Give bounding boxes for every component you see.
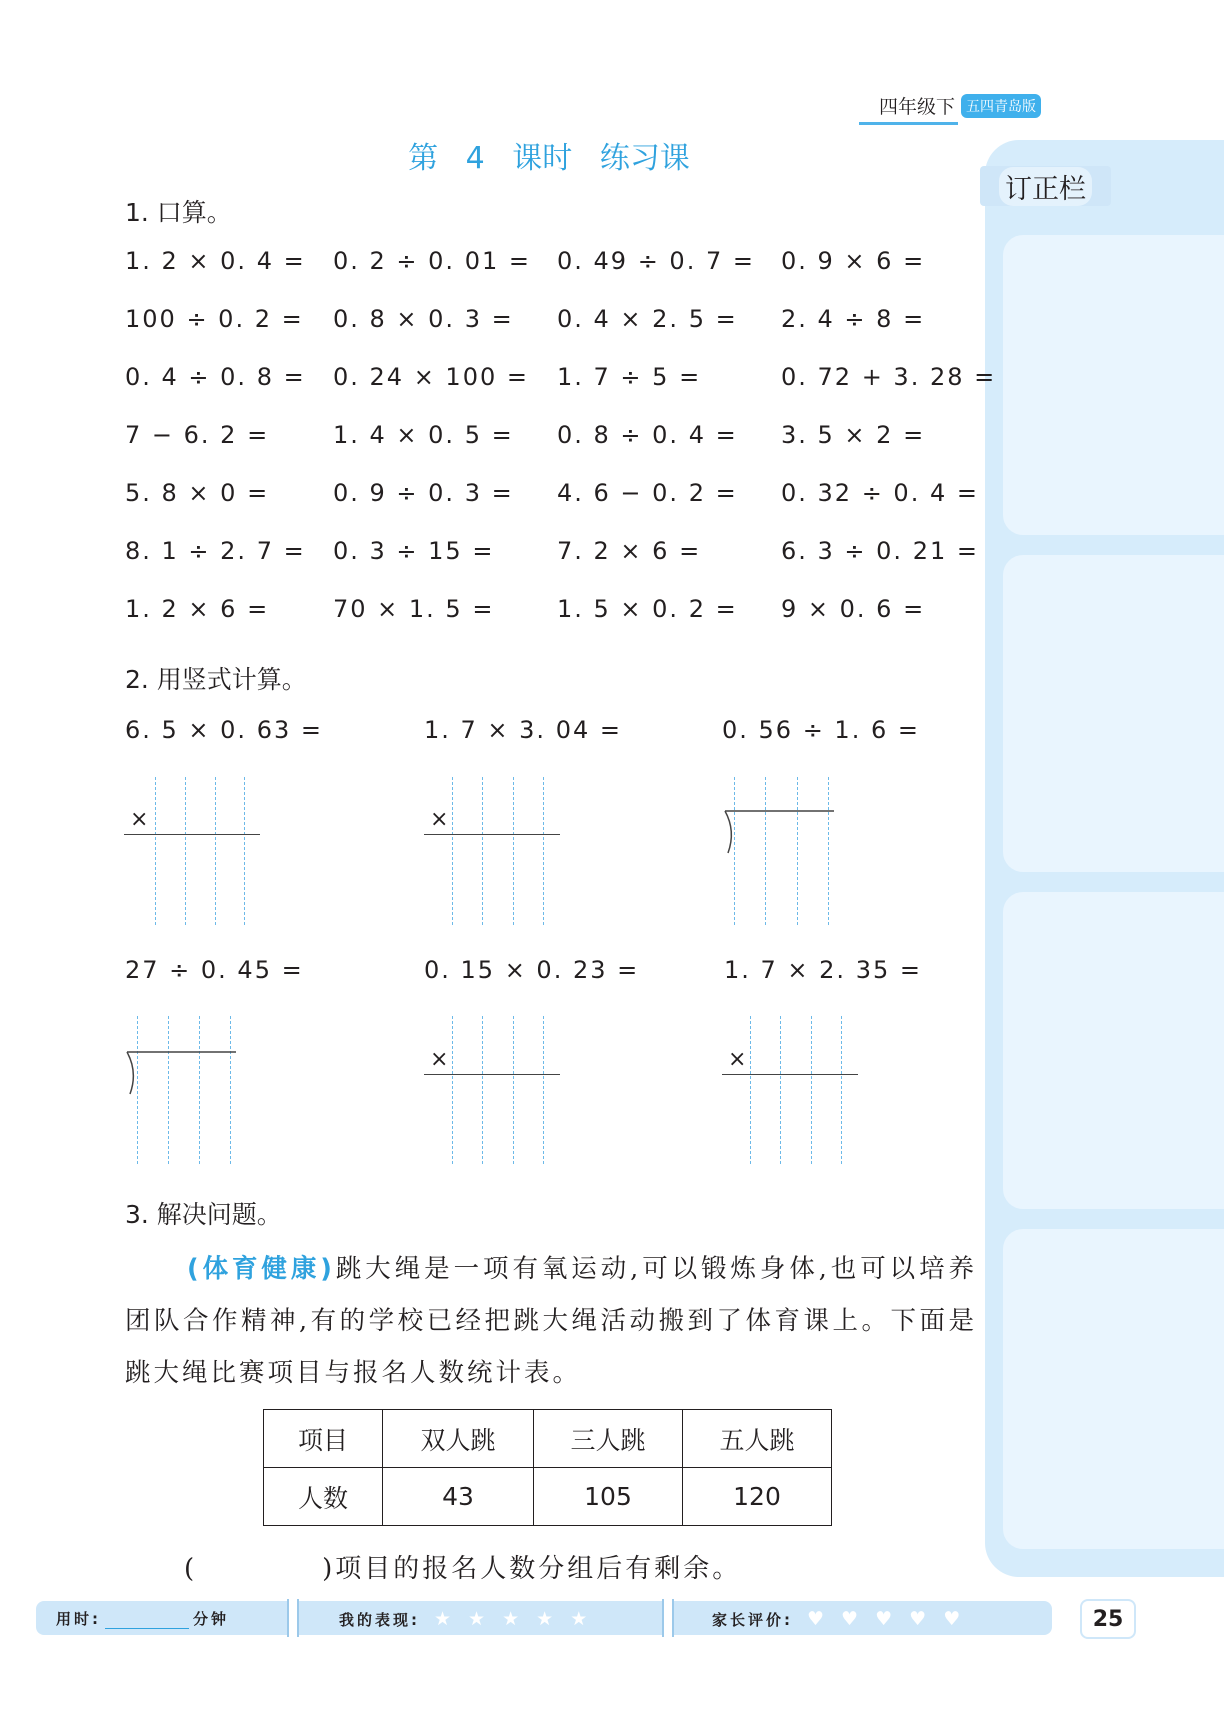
star-icon[interactable]: ★	[502, 1608, 523, 1630]
grade-label: 四年级下	[879, 92, 955, 119]
heart-icon[interactable]: ♥	[943, 1608, 964, 1630]
oral-calc-row	[125, 305, 955, 345]
oral-calc-item: 7. 2 × 6 =	[557, 537, 702, 565]
correction-box[interactable]	[1003, 892, 1224, 1209]
oral-calc-row	[125, 537, 979, 577]
vertical-calc-expression: 1. 7 × 2. 35 =	[724, 956, 922, 984]
correction-column-label: 订正栏	[980, 166, 1111, 206]
oral-calc-item: 0. 8 ÷ 0. 4 =	[557, 421, 738, 449]
vertical-calc-expression: 0. 15 × 0. 23 =	[424, 956, 640, 984]
times-sign: ×	[430, 1047, 449, 1072]
star-icon[interactable]: ★	[468, 1608, 489, 1630]
division-bracket-icon	[124, 1050, 264, 1110]
problem-text	[125, 1243, 977, 1399]
oral-calc-item: 3. 5 × 2 =	[781, 421, 926, 449]
oral-calc-item: 8. 1 ÷ 2. 7 =	[125, 537, 306, 565]
edition-badge: 五四青岛版	[961, 94, 1041, 118]
oral-calc-item: 4. 6 − 0. 2 =	[557, 479, 738, 507]
table-row	[264, 1410, 832, 1468]
oral-calc-item: 100 ÷ 0. 2 =	[125, 305, 304, 333]
oral-calc-row	[125, 479, 979, 519]
correction-box[interactable]	[1003, 235, 1224, 535]
answer-line	[424, 834, 560, 835]
table-cell: 人数	[264, 1468, 383, 1526]
multiplication-workspace[interactable]	[124, 777, 264, 925]
oral-calc-item: 0. 32 ÷ 0. 4 =	[781, 479, 979, 507]
oral-calc-item: 0. 49 ÷ 0. 7 =	[557, 247, 755, 275]
answer-line	[722, 1074, 858, 1075]
table-cell: 43	[383, 1468, 534, 1526]
oral-calc-row	[125, 421, 955, 461]
oral-calc-item: 1. 7 ÷ 5 =	[557, 363, 702, 391]
oral-calc-item: 70 × 1. 5 =	[333, 595, 495, 623]
correction-box[interactable]	[1003, 1229, 1224, 1549]
table-cell: 105	[534, 1468, 683, 1526]
q3-heading: 3. 解决问题。	[125, 1200, 282, 1229]
heart-icon[interactable]: ♥	[807, 1608, 828, 1630]
oral-calc-item: 7 − 6. 2 =	[125, 421, 270, 449]
parent-rating: 家长评价: ♥ ♥ ♥ ♥ ♥	[712, 1608, 964, 1630]
answer-line	[124, 834, 260, 835]
heart-icon[interactable]: ♥	[841, 1608, 862, 1630]
division-workspace[interactable]	[722, 777, 862, 925]
table-cell: 120	[683, 1468, 832, 1526]
star-icon[interactable]: ★	[536, 1608, 557, 1630]
oral-calc-row	[125, 247, 955, 287]
oral-calc-item: 1. 2 × 0. 4 =	[125, 247, 306, 275]
fill-in-question: ( )项目的报名人数分组后有剩余。	[184, 1554, 742, 1584]
oral-calc-item: 9 × 0. 6 =	[781, 595, 926, 623]
heart-icon[interactable]: ♥	[909, 1608, 930, 1630]
lesson-title: 第 4 课时 练习课	[408, 141, 690, 176]
oral-calc-item: 1. 2 × 6 =	[125, 595, 270, 623]
vertical-calc-expression: 0. 56 ÷ 1. 6 =	[722, 716, 920, 744]
oral-calc-item: 0. 2 ÷ 0. 01 =	[333, 247, 531, 275]
oral-calc-item: 2. 4 ÷ 8 =	[781, 305, 926, 333]
oral-calc-item: 0. 4 × 2. 5 =	[557, 305, 738, 333]
table-cell: 五人跳	[683, 1410, 832, 1468]
signup-table	[263, 1409, 832, 1526]
oral-calc-item: 0. 8 × 0. 3 =	[333, 305, 514, 333]
heart-icon[interactable]: ♥	[875, 1608, 896, 1630]
times-sign: ×	[728, 1047, 747, 1072]
table-row	[264, 1468, 832, 1526]
oral-calc-item: 0. 3 ÷ 15 =	[333, 537, 495, 565]
vertical-calc-expression: 1. 7 × 3. 04 =	[424, 716, 622, 744]
q2-heading: 2. 用竖式计算。	[125, 665, 307, 694]
answer-line	[424, 1074, 560, 1075]
topic-tag: (体育健康)	[187, 1254, 335, 1284]
times-sign: ×	[430, 807, 449, 832]
page-number: 25	[1080, 1599, 1136, 1639]
time-blank[interactable]	[105, 1612, 189, 1629]
oral-calc-item: 0. 24 × 100 =	[333, 363, 529, 391]
correction-panel	[985, 140, 1224, 1577]
multiplication-workspace[interactable]	[722, 1016, 862, 1164]
oral-calc-item: 0. 9 ÷ 0. 3 =	[333, 479, 514, 507]
oral-calc-item: 0. 4 ÷ 0. 8 =	[125, 363, 306, 391]
correction-box[interactable]	[1003, 555, 1224, 872]
oral-calc-item: 1. 4 × 0. 5 =	[333, 421, 514, 449]
multiplication-workspace[interactable]	[424, 1016, 564, 1164]
oral-calc-row	[125, 595, 955, 635]
star-icon[interactable]: ★	[434, 1608, 455, 1630]
table-cell: 项目	[264, 1410, 383, 1468]
q1-heading: 1. 口算。	[125, 198, 232, 227]
star-icon[interactable]: ★	[570, 1608, 591, 1630]
table-cell: 双人跳	[383, 1410, 534, 1468]
oral-calc-row	[125, 363, 997, 403]
self-rating: 我的表现: ★ ★ ★ ★ ★	[339, 1608, 591, 1630]
division-bracket-icon	[722, 809, 862, 869]
grade-header	[879, 92, 1041, 119]
oral-calc-item: 0. 9 × 6 =	[781, 247, 926, 275]
footer-bar	[36, 1601, 1052, 1635]
vertical-calc-expression: 6. 5 × 0. 63 =	[125, 716, 323, 744]
problem-body: 跳大绳是一项有氧运动,可以锻炼身体,也可以培养团队合作精神,有的学校已经把跳大绳活动搬到了体育课上。下面是跳大绳比赛项目与报名人数统计表。	[125, 1254, 977, 1388]
times-sign: ×	[130, 807, 149, 832]
table-cell: 三人跳	[534, 1410, 683, 1468]
division-workspace[interactable]	[124, 1016, 264, 1164]
oral-calc-item: 6. 3 ÷ 0. 21 =	[781, 537, 979, 565]
time-used: 用时: 分钟	[56, 1610, 230, 1628]
oral-calc-item: 0. 72 + 3. 28 =	[781, 363, 997, 391]
oral-calc-item: 5. 8 × 0 =	[125, 479, 270, 507]
oral-calc-item: 1. 5 × 0. 2 =	[557, 595, 738, 623]
vertical-calc-expression: 27 ÷ 0. 45 =	[125, 956, 304, 984]
multiplication-workspace[interactable]	[424, 777, 564, 925]
